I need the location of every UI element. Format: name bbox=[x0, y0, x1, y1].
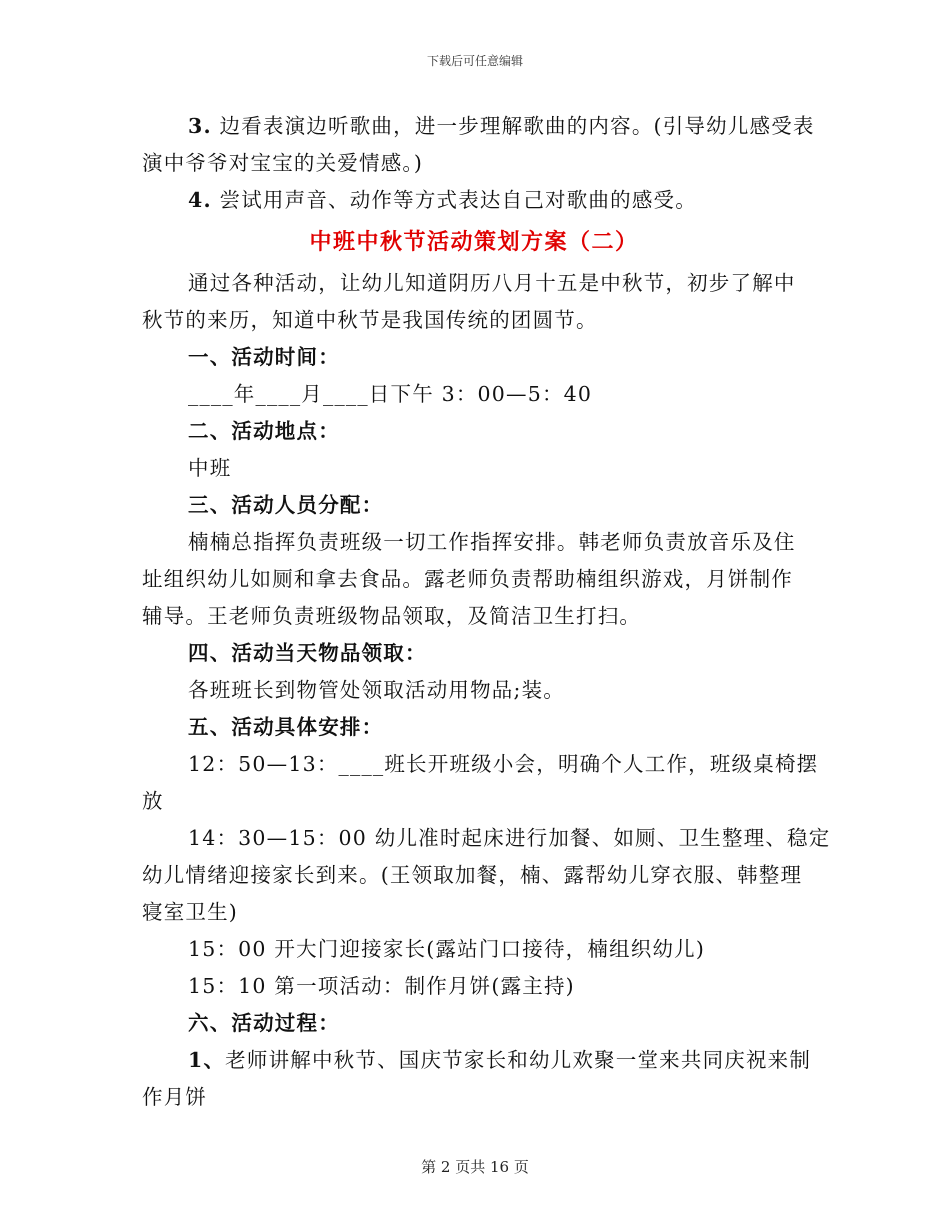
paragraph-line: 15：10 第一项活动：制作月饼(露主持) bbox=[188, 974, 575, 998]
paragraph-line: ____年____月____日下午 3：00—5：40 bbox=[188, 382, 593, 406]
paragraph-line: 秋节的来历，知道中秋节是我国传统的团圆节。 bbox=[142, 308, 598, 332]
paragraph-line bbox=[142, 182, 806, 219]
heading-activity-location: 二、活动地点： bbox=[188, 419, 340, 443]
paragraph-line: 幼儿情绪迎接家长到来。(王领取加餐，楠、露帮幼儿穿衣服、韩整理 bbox=[142, 863, 803, 887]
heading-supplies: 四、活动当天物品领取： bbox=[188, 641, 427, 665]
paragraph-line: 12：50—13：____班长开班级小会，明确个人工作，班级桌椅摆 bbox=[188, 752, 819, 776]
paragraph-line: 中班 bbox=[188, 456, 232, 480]
paragraph-line bbox=[142, 1042, 812, 1079]
heading-staff-assignment: 三、活动人员分配： bbox=[188, 493, 384, 517]
paragraph-line: 14：30—15：00 幼儿准时起床进行加餐、如厕、卫生整理、稳定 bbox=[188, 826, 831, 850]
text: 尝试用声音、动作等方式表达自己对歌曲的感受。 bbox=[211, 188, 697, 212]
page-header: 下载后可任意编辑 bbox=[426, 54, 523, 68]
heading-schedule: 五、活动具体安排： bbox=[188, 715, 384, 739]
paragraph-line: 15：00 开大门迎接家长(露站门口接待，楠组织幼儿) bbox=[188, 937, 706, 961]
list-number: 3. bbox=[188, 114, 212, 138]
page-footer: 第 2 页共 16 页 bbox=[421, 1158, 529, 1176]
paragraph-line: 辅导。王老师负责班级物品领取，及简洁卫生打扫。 bbox=[142, 604, 642, 628]
list-number: 1、 bbox=[188, 1048, 226, 1072]
paragraph-line: 通过各种活动，让幼儿知道阴历八月十五是中秋节，初步了解中 bbox=[188, 271, 796, 295]
paragraph-line: 楠楠总指挥负责班级一切工作指挥安排。韩老师负责放音乐及住 bbox=[188, 530, 796, 554]
paragraph-line: 演中爷爷对宝宝的关爱情感。) bbox=[142, 151, 424, 175]
paragraph-line: 寝室卫生) bbox=[142, 900, 238, 924]
list-number: 4. bbox=[188, 188, 212, 212]
text: 边看表演边听歌曲，进一步理解歌曲的内容。(引导幼儿感受表 bbox=[211, 114, 815, 138]
heading-process: 六、活动过程： bbox=[188, 1011, 340, 1035]
heading-activity-time: 一、活动时间： bbox=[188, 345, 340, 369]
paragraph-line: 各班班长到物管处领取活动用物品;装。 bbox=[188, 678, 566, 702]
text: 老师讲解中秋节、国庆节家长和幼儿欢聚一堂来共同庆祝来制 bbox=[225, 1048, 812, 1072]
section-title: 中班中秋节活动策划方案（二） bbox=[309, 229, 639, 255]
paragraph-line: 放 bbox=[142, 789, 164, 813]
document-body bbox=[142, 108, 831, 1116]
paragraph-line bbox=[142, 108, 815, 145]
paragraph-line: 址组织幼儿如厕和拿去食品。露老师负责帮助楠组织游戏，月饼制作 bbox=[142, 567, 793, 591]
paragraph-line: 作月饼 bbox=[142, 1085, 208, 1109]
